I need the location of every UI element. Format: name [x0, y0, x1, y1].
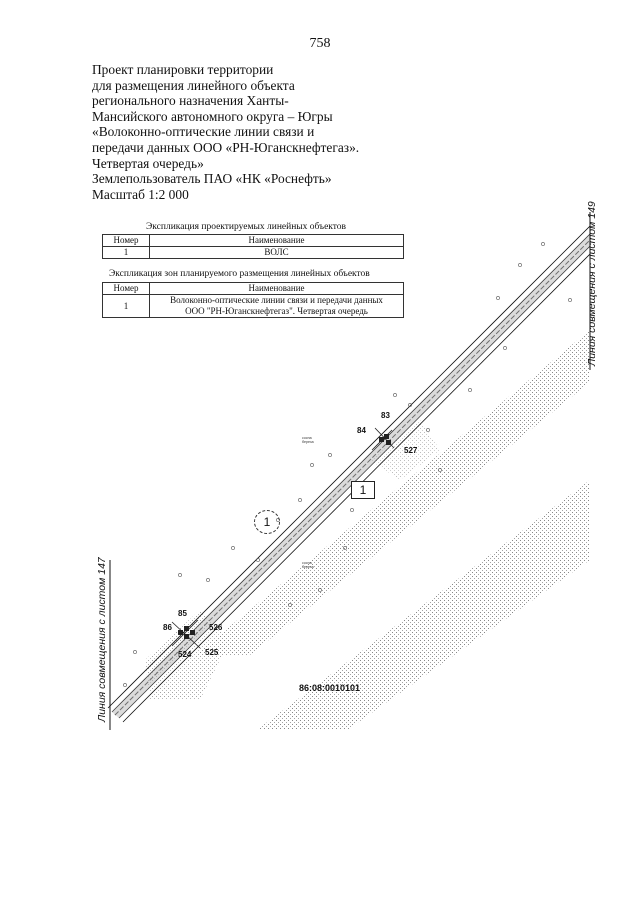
- header-line: Землепользователь ПАО «НК «Роснефть»: [92, 171, 332, 187]
- sheet-junction-label-149: Линия совмещения с листом 149: [586, 201, 598, 366]
- table2-cell-name-line: ООО "РН-Юганскнефтегаз". Четвертая очередь: [185, 306, 368, 316]
- point-label: 84: [357, 426, 366, 435]
- header-line: для размещения линейного объекта: [92, 77, 295, 93]
- corridor-line: [108, 226, 590, 708]
- table2-cell-number: 1: [103, 295, 150, 318]
- header-line: «Волоконно-оптические линии связи и: [92, 124, 315, 140]
- vegetation-label-upper: сосна береза: [302, 436, 314, 444]
- header-line: Масштаб 1:2 000: [92, 186, 189, 202]
- header-line: Мансийского автономного округа – Югры: [92, 108, 333, 124]
- corridor-fill: [112, 234, 590, 718]
- point-label: 83: [381, 411, 390, 420]
- table1-header-name: Наименование: [150, 235, 404, 247]
- table2-caption: Экспликация зон планируемого размещения линейных объектов: [109, 269, 370, 279]
- header-line: Проект планировки территории: [92, 62, 274, 77]
- forest-band-upper: [195, 330, 590, 655]
- sheet-junction-label-147: Линия совмещения с листом 147: [96, 557, 108, 722]
- point-label: 524: [178, 650, 192, 659]
- vegetation-label-lower: сосна береза: [302, 561, 314, 569]
- table2-header-name: Наименование: [150, 283, 404, 295]
- point-label: 525: [205, 648, 219, 657]
- point-label: 526: [209, 623, 223, 632]
- header-line: Четвертая очередь»: [92, 155, 204, 171]
- page-number: 758: [309, 36, 331, 51]
- zone-number-circle: 1: [254, 510, 280, 534]
- cadastral-number: 86:08:0010101: [299, 683, 361, 693]
- table1-cell-number: 1: [103, 247, 150, 259]
- point-label: 527: [404, 446, 418, 455]
- table1-cell-name: ВОЛС: [150, 247, 404, 259]
- table1-caption: Экспликация проектируемых линейных объектов: [146, 222, 347, 232]
- table2-cell-name-line: Волоконно-оптические линии связи и передачи данных: [170, 295, 383, 305]
- table2-header-number: Номер: [103, 283, 150, 295]
- point-label: 85: [178, 609, 187, 618]
- header-line: передачи данных ООО «РН-Юганскнефтегаз».: [92, 139, 360, 155]
- table1-header-number: Номер: [103, 235, 150, 247]
- zone-number-box: 1: [351, 481, 375, 499]
- point-label: 86: [163, 623, 172, 632]
- header-line: регионального назначения Ханты-: [92, 93, 289, 109]
